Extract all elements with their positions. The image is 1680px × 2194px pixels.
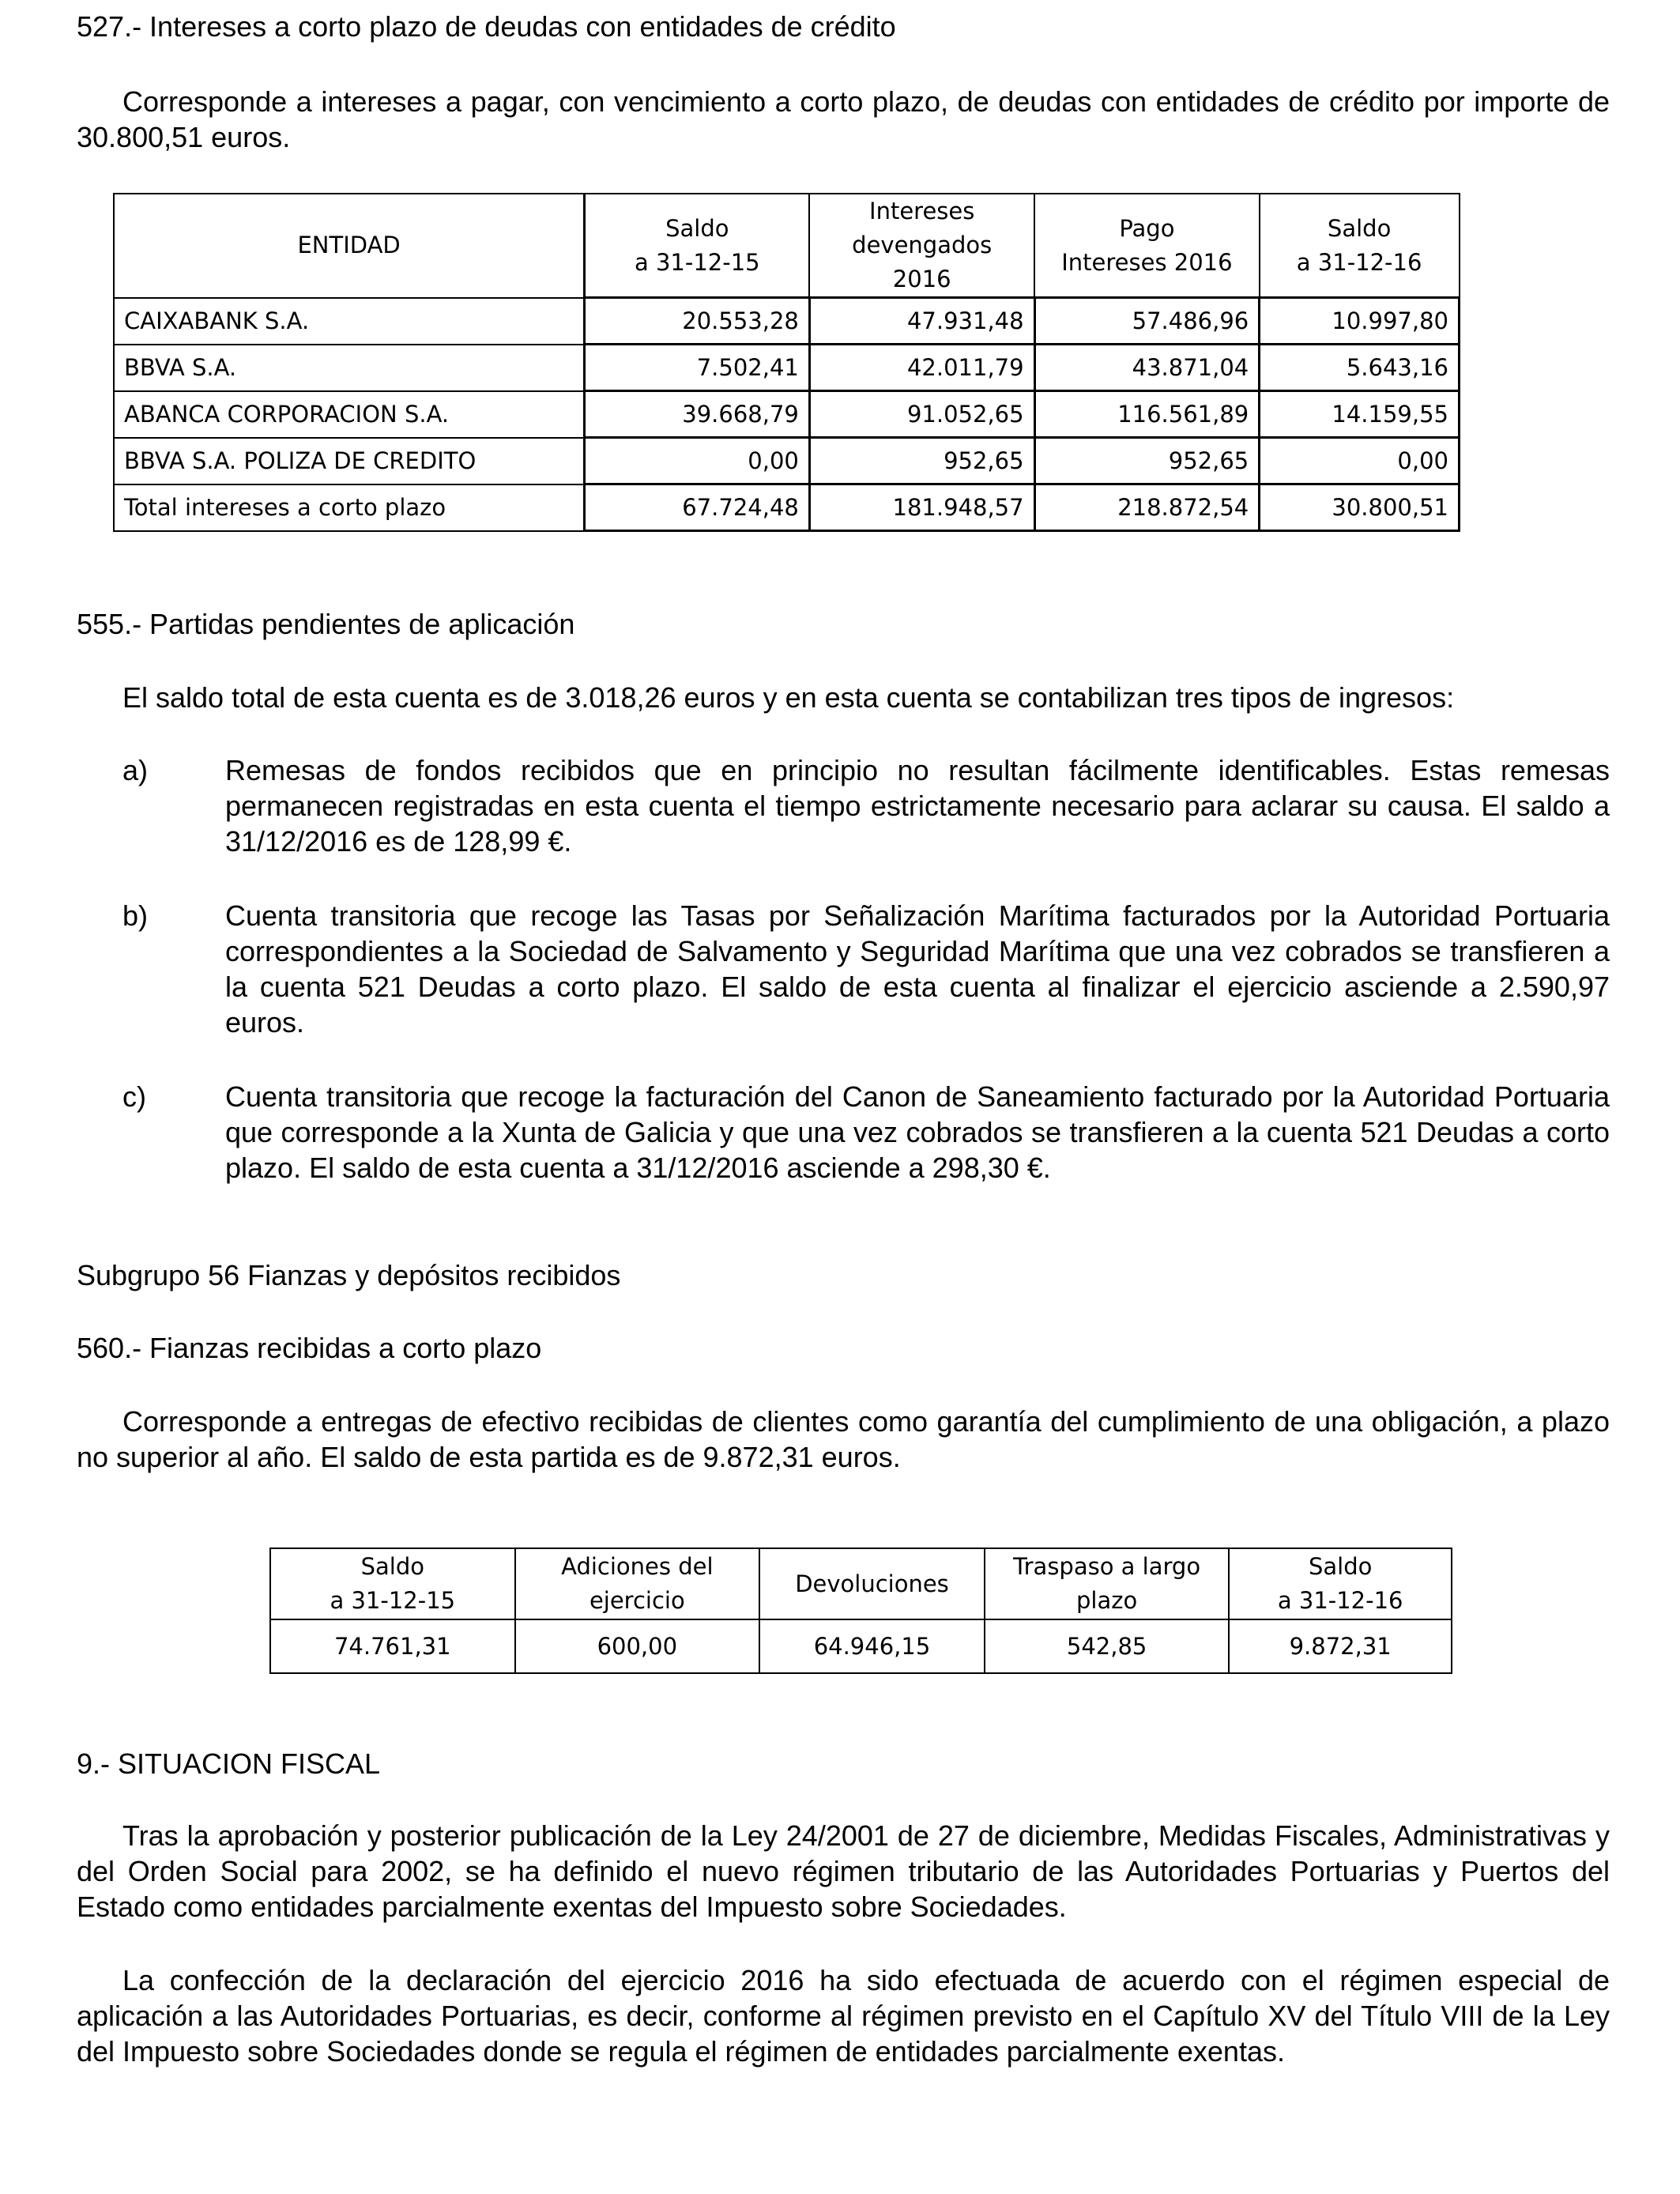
heading-situacion-fiscal: 9.- SITUACION FISCAL bbox=[77, 1747, 381, 1780]
table-row bbox=[114, 345, 1460, 391]
table-cell: ABANCA CORPORACION S.A. bbox=[114, 391, 585, 438]
paragraph-555: El saldo total de esta cuenta es de 3.018,26 euros y en esta cuenta se contabilizan tres tipos de ingresos: bbox=[122, 681, 1455, 714]
table-total-row bbox=[114, 484, 1460, 531]
column-header-saldo-2015: Saldo a 31-12-15 bbox=[585, 194, 810, 298]
column-header-saldo-2016: Saldo a 31-12-16 bbox=[1260, 194, 1460, 298]
table-cell: 64.946,15 bbox=[759, 1619, 985, 1673]
deposits-table bbox=[269, 1547, 1452, 1674]
column-header-devoluciones: Devoluciones bbox=[759, 1548, 985, 1619]
heading-555: 555.- Partidas pendientes de aplicación bbox=[77, 608, 575, 640]
list-item-text: Cuenta transitoria que recoge la facturación del Canon de Saneamiento facturado por la Autoridad Portuaria que corresponde a la Xunta de Galicia y que una vez cobrados se transfieren a la cuenta 521 Deudas a corto plazo. El saldo de esta cuenta a 31/12/2016 asciende a 298,30 €. bbox=[225, 1080, 1610, 1184]
table-cell: 952,65 bbox=[809, 438, 1034, 484]
column-header-adiciones: Adiciones del ejercicio bbox=[515, 1548, 760, 1619]
table-cell: 5.643,16 bbox=[1260, 345, 1460, 391]
table-cell: 91.052,65 bbox=[809, 391, 1034, 438]
table-cell: 10.997,80 bbox=[1260, 298, 1460, 345]
column-header-pago-intereses: Pago Intereses 2016 bbox=[1034, 194, 1260, 298]
paragraph-560: Corresponde a entregas de efectivo recibidas de clientes como garantía del cumplimiento de una obligación, a plazo no superior al año. El saldo de esta partida es de 9.872,31 euros. bbox=[77, 1405, 1610, 1473]
paragraph-fiscal-2: La confección de la declaración del ejercicio 2016 ha sido efectuada de acuerdo con el régimen especial de aplicación a las Autoridades Portuarias, es decir, conforme al régimen previsto en el Capítulo XV del Título VIII de la Ley del Impuesto sobre Sociedades donde se regula el régimen de entidades parcialmente exentas. bbox=[77, 1964, 1610, 2068]
table-cell: 952,65 bbox=[1034, 438, 1260, 484]
table-cell: 181.948,57 bbox=[809, 484, 1034, 531]
table-cell: 42.011,79 bbox=[809, 345, 1034, 391]
list-marker: c) bbox=[122, 1080, 146, 1113]
table-cell: 0,00 bbox=[1260, 438, 1460, 484]
table-cell: 7.502,41 bbox=[585, 345, 810, 391]
column-header-saldo-2015: Saldo a 31-12-15 bbox=[270, 1548, 515, 1619]
table-cell: 74.761,31 bbox=[270, 1619, 515, 1673]
column-header-saldo-2016: Saldo a 31-12-16 bbox=[1229, 1548, 1452, 1619]
table-cell: 30.800,51 bbox=[1260, 484, 1460, 531]
table-cell: 20.553,28 bbox=[585, 298, 810, 345]
heading-subgrupo-56: Subgrupo 56 Fianzas y depósitos recibidos bbox=[77, 1259, 621, 1291]
list-item-a bbox=[122, 752, 1610, 859]
table-cell: 600,00 bbox=[515, 1619, 760, 1673]
table-cell: 47.931,48 bbox=[809, 298, 1034, 345]
table-cell: Total intereses a corto plazo bbox=[114, 484, 585, 531]
paragraph-fiscal-1: Tras la aprobación y posterior publicación de la Ley 24/2001 de 27 de diciembre, Medidas Fiscales, Administrativas y del Orden Social para 2002, se ha definido el nuevo régimen tributario de las Autoridades Portuarias y Puertos del Estado como entidades parcialmente exentas del Impuesto sobre Sociedades. bbox=[77, 1819, 1610, 1923]
table-row bbox=[114, 391, 1460, 438]
column-header-entidad: ENTIDAD bbox=[114, 194, 585, 298]
paragraph-527: Corresponde a intereses a pagar, con vencimiento a corto plazo, de deudas con entidades de crédito por importe de 30.800,51 euros. bbox=[77, 85, 1610, 153]
heading-560: 560.- Fianzas recibidas a corto plazo bbox=[77, 1332, 542, 1364]
list-item-text: Remesas de fondos recibidos que en principio no resultan fácilmente identificables. Estas remesas permanecen registradas en esta cuenta el tiempo estrictamente necesario para aclarar su causa. El saldo a 31/12/2016 es de 128,99 €. bbox=[225, 754, 1610, 858]
table-cell: 218.872,54 bbox=[1034, 484, 1260, 531]
table-cell: 14.159,55 bbox=[1260, 391, 1460, 438]
table-row bbox=[114, 298, 1460, 345]
table-row bbox=[270, 1619, 1452, 1673]
column-header-intereses-devengados: Intereses devengados 2016 bbox=[809, 194, 1034, 298]
table-cell: 9.872,31 bbox=[1229, 1619, 1452, 1673]
table-cell: 542,85 bbox=[985, 1619, 1230, 1673]
table-cell: 116.561,89 bbox=[1034, 391, 1260, 438]
table-cell: 43.871,04 bbox=[1034, 345, 1260, 391]
list-marker: b) bbox=[122, 899, 149, 932]
list-item-text: Cuenta transitoria que recoge las Tasas por Señalización Marítima facturados por la Autoridad Portuaria correspondientes a la Sociedad de Salvamento y Seguridad Marítima que una vez cobrados se transfieren a la cuenta 521 Deudas a corto plazo. El saldo de esta cuenta al finalizar el ejercicio asciende a 2.590,97 euros. bbox=[225, 899, 1610, 1039]
table-cell: 57.486,96 bbox=[1034, 298, 1260, 345]
table-cell: 0,00 bbox=[585, 438, 810, 484]
list-item-b bbox=[122, 898, 1610, 1040]
interest-table bbox=[113, 193, 1460, 532]
column-header-traspaso: Traspaso a largo plazo bbox=[985, 1548, 1230, 1619]
table-cell: CAIXABANK S.A. bbox=[114, 298, 585, 345]
table-header-row bbox=[270, 1548, 1452, 1619]
list-marker: a) bbox=[122, 754, 149, 786]
heading-527: 527.- Intereses a corto plazo de deudas con entidades de crédito bbox=[77, 10, 896, 43]
table-row bbox=[114, 438, 1460, 484]
table-cell: BBVA S.A. bbox=[114, 345, 585, 391]
list-item-c bbox=[122, 1079, 1610, 1186]
table-cell: 39.668,79 bbox=[585, 391, 810, 438]
table-cell: 67.724,48 bbox=[585, 484, 810, 531]
table-header-row bbox=[114, 194, 1460, 298]
table-cell: BBVA S.A. POLIZA DE CREDITO bbox=[114, 438, 585, 484]
